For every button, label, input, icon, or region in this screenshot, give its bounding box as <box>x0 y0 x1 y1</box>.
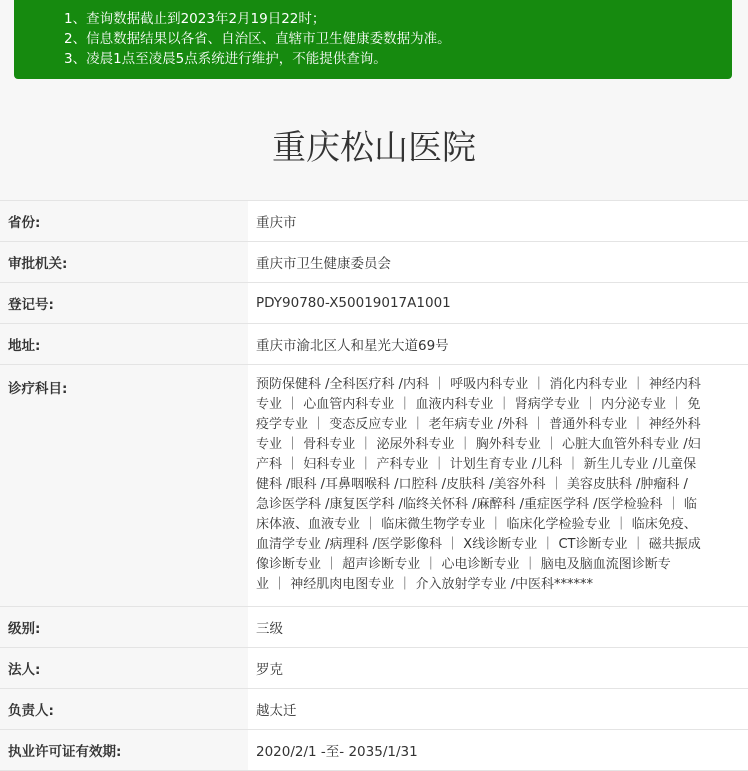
notice-banner <box>14 0 732 79</box>
field-value: 重庆市渝北区人和星光大道69号 <box>248 324 748 364</box>
field-value <box>248 365 748 606</box>
field-value: 三级 <box>248 607 748 647</box>
field-label: 省份: <box>0 201 248 241</box>
department-line: 床体液、血液专业 ｜ 临床微生物学专业 ｜ 临床化学检验专业 ｜ 临床免疫、 <box>256 517 697 532</box>
row-principal <box>0 689 748 730</box>
hospital-info-table <box>0 200 748 771</box>
field-value: 重庆市卫生健康委员会 <box>248 242 748 282</box>
department-line: 血清学专业 /病理科 /医学影像科 ｜ X线诊断专业 ｜ CT诊断专业 ｜ 磁共振成 <box>256 537 701 552</box>
department-line: 预防保健科 /全科医疗科 /内科 ｜ 呼吸内科专业 ｜ 消化内科专业 ｜ 神经内科 <box>256 377 701 392</box>
notice-line: 1、查询数据截止到2023年2月19日22时； <box>64 11 326 27</box>
field-label: 法人: <box>0 648 248 688</box>
department-line: 专业 ｜ 骨科专业 ｜ 泌尿外科专业 ｜ 胸外科专业 ｜ 心脏大血管外科专业 /妇 <box>256 437 701 452</box>
row-license-validity <box>0 730 748 771</box>
field-label: 诊疗科目: <box>0 365 248 606</box>
row-legal-person <box>0 648 748 689</box>
notice-line: 2、信息数据结果以各省、自治区、直辖市卫生健康委数据为准。 <box>64 31 451 47</box>
notice-line: 3、凌晨1点至凌晨5点系统进行维护，不能提供查询。 <box>64 51 387 67</box>
field-label: 执业许可证有效期: <box>0 730 248 770</box>
field-value: 重庆市 <box>248 201 748 241</box>
row-province <box>0 201 748 242</box>
row-authority <box>0 242 748 283</box>
row-departments <box>0 365 748 607</box>
department-line: 业 ｜ 神经肌肉电图专业 ｜ 介入放射学专业 /中医科****** <box>256 577 594 592</box>
field-value: 罗克 <box>248 648 748 688</box>
department-line: 像诊断专业 ｜ 超声诊断专业 ｜ 心电诊断专业 ｜ 脑电及脑血流图诊断专 <box>256 557 671 572</box>
field-label: 地址: <box>0 324 248 364</box>
row-level <box>0 607 748 648</box>
page-title: 重庆松山医院 <box>272 128 476 168</box>
field-label: 负责人: <box>0 689 248 729</box>
field-label: 审批机关: <box>0 242 248 282</box>
field-value: 2020/2/1 -至- 2035/1/31 <box>248 730 748 770</box>
department-line: 健科 /眼科 /耳鼻咽喉科 /口腔科 /皮肤科 /美容外科 ｜ 美容皮肤科 /肿瘤科 / <box>256 477 688 492</box>
row-address <box>0 324 748 365</box>
field-value: PDY90780-X50019017A1001 <box>248 283 748 323</box>
field-label: 登记号: <box>0 283 248 323</box>
department-line: 疫学专业 ｜ 变态反应专业 ｜ 老年病专业 /外科 ｜ 普通外科专业 ｜ 神经外科 <box>256 417 701 432</box>
field-label: 级别: <box>0 607 248 647</box>
department-line: 专业 ｜ 心血管内科专业 ｜ 血液内科专业 ｜ 肾病学专业 ｜ 内分泌专业 ｜ 免 <box>256 397 701 412</box>
field-value: 越太迁 <box>248 689 748 729</box>
department-line: 急诊医学科 /康复医学科 /临终关怀科 /麻醉科 /重症医学科 /医学检验科 ｜ 临 <box>256 497 697 512</box>
row-registration <box>0 283 748 324</box>
department-line: 产科 ｜ 妇科专业 ｜ 产科专业 ｜ 计划生育专业 /儿科 ｜ 新生儿专业 /儿童保 <box>256 457 697 472</box>
